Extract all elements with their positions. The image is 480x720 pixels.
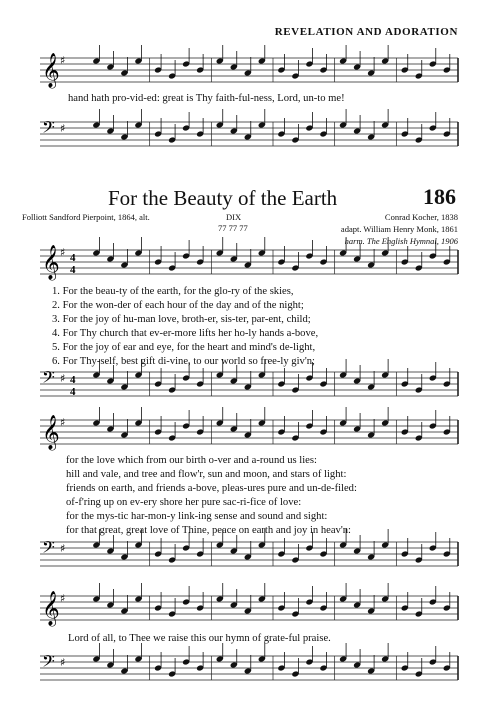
verse-line: 5. For the joy of ear and eye, for the heart and mind's de-light, (52, 342, 316, 353)
verse-line: for the mys-tic har-mon-y link-ing sense and sound and sight: (66, 511, 328, 522)
key-signature-sharp: ♯ (60, 122, 66, 135)
refrain-lyric: Lord of all, to Thee we raise this our hymn of grate-ful praise. (68, 633, 331, 644)
time-signature-top: 4 (70, 374, 76, 386)
bass-clef-icon: 𝄢 (42, 367, 55, 391)
verse-line: hill and vale, and tree and flow'r, sun and moon, and stars of light: (66, 469, 347, 480)
key-signature-sharp: ♯ (60, 656, 66, 669)
verse-line: of-f'ring up on ev-ery shore her pure sac-ri-fice of love: (66, 497, 302, 508)
key-signature-sharp: ♯ (60, 54, 66, 67)
composer-credit: Conrad Kocher, 1838 (384, 212, 458, 222)
meter: 77 77 77 (218, 223, 248, 233)
time-signature-top: 4 (70, 252, 76, 264)
key-signature-sharp: ♯ (60, 372, 66, 385)
treble-clef-icon: 𝄞 (42, 245, 60, 280)
verse-line: 2. For the won-der of each hour of the day and of the night; (52, 300, 304, 311)
key-signature-sharp: ♯ (60, 246, 66, 259)
bass-clef-icon: 𝄢 (42, 117, 55, 141)
verse-line: 1. For the beau-ty of the earth, for the glo-ry of the skies, (52, 286, 294, 297)
time-signature-bottom: 4 (70, 386, 76, 398)
treble-clef-icon: 𝄞 (42, 591, 60, 626)
verse-line: 4. For Thy church that ev-er-more lifts her ho-ly hands a-bove, (52, 328, 319, 339)
tune-name: DIX (226, 212, 242, 222)
key-signature-sharp: ♯ (60, 592, 66, 605)
key-signature-sharp: ♯ (60, 416, 66, 429)
verse-line: 3. For the joy of hu-man love, broth-er, sis-ter, par-ent, child; (52, 314, 311, 325)
harmony-credit: harm. The English Hymnal, 1906 (344, 236, 458, 246)
bass-clef-icon: 𝄢 (42, 537, 55, 561)
hymn-number: 186 (423, 184, 456, 209)
treble-clef-icon: 𝄞 (42, 53, 60, 88)
top-system-lyric: hand hath pro-vid-ed: great is Thy faith-ful-ness, Lord, un-to me! (68, 93, 345, 104)
hymn-title: For the Beauty of the Earth (108, 186, 338, 210)
text-credit: Folliott Sandford Pierpoint, 1864, alt. (22, 212, 150, 222)
verse-line: 6. For Thy-self, best gift di-vine, to our world so free-ly giv'n; (52, 356, 315, 367)
verse-line: for the love which from our birth o-ver and a-round us lies: (66, 455, 317, 466)
treble-clef-icon: 𝄞 (42, 415, 60, 450)
bass-clef-icon: 𝄢 (42, 651, 55, 675)
adapter-credit: adapt. William Henry Monk, 1861 (340, 224, 458, 234)
verse-line: friends on earth, and friends a-bove, pleas-ures pure and un-de-filed: (66, 483, 357, 494)
time-signature-bottom: 4 (70, 264, 76, 276)
key-signature-sharp: ♯ (60, 542, 66, 555)
page-header: REVELATION AND ADORATION (274, 26, 458, 38)
verse-line: for that great, great love of Thine, peace on earth and joy in heav'n: (66, 525, 351, 536)
